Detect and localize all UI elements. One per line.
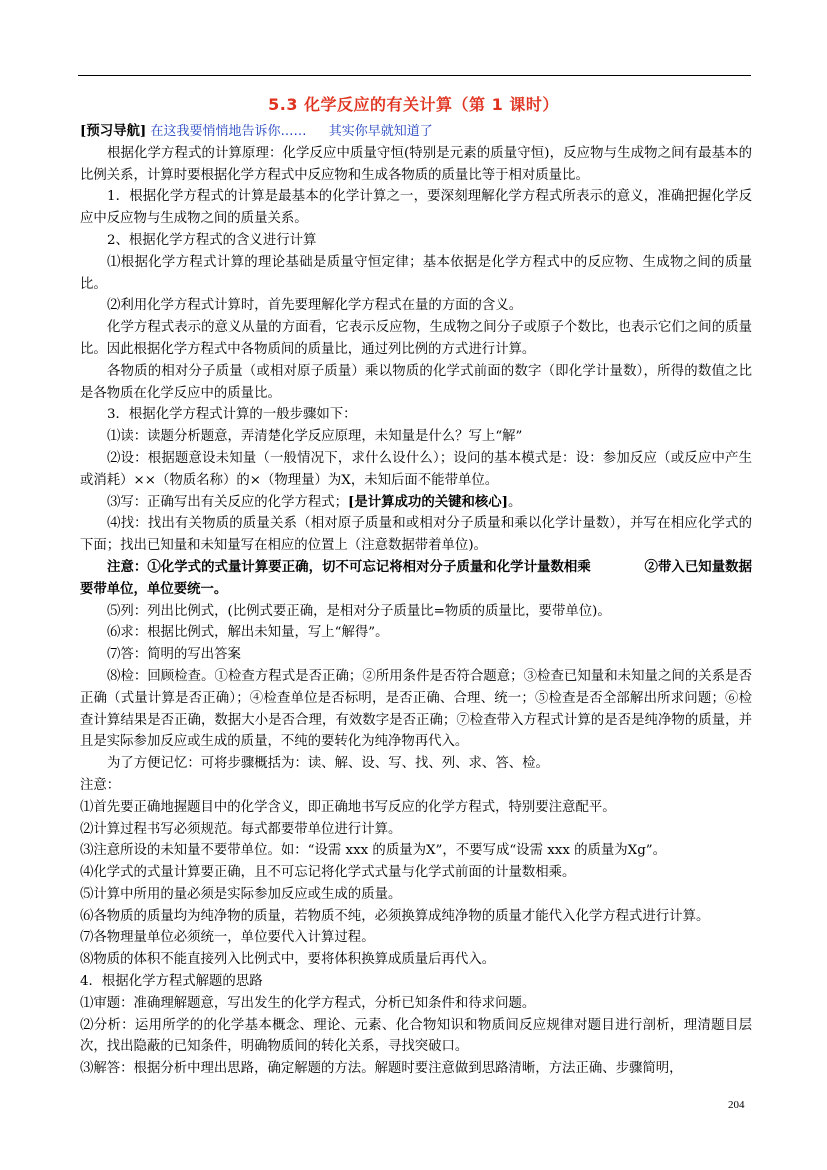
section-4-item-2: ⑵分析：运用所学的的化学基本概念、理论、元素、化合物知识和物质间反应规律对题目进行剖析，理清题目层次，找出隐蔽的已知条件，明确物质间的转化关系，寻找突破口。 [80, 1017, 752, 1055]
note-item: ⑻物质的体积不能直接列入比例式中，要将体积换算成质量后再代入。 [80, 952, 496, 968]
step-set: ⑵设：根据题意设未知量（一般情况下，求什么设什么）；设问的基本模式是：设：参加反应（或反应中产生或消耗）××（物质名称）的×（物理量）为Χ，未知后面不能带单位。 [80, 450, 752, 488]
page-title: 5.3 化学反应的有关计算（第 1 课时） [268, 95, 559, 114]
note-item: ⑺各物理量单位必须统一，单位要代入计算过程。 [80, 930, 375, 946]
note-item: ⑵计算过程书写必须规范。每式都要带单位进行计算。 [80, 821, 402, 837]
section-3-heading: 3．根据化学方程式计算的一般步骤如下： [107, 407, 357, 423]
note-item: ⑷化学式的式量计算要正确，且不可忘记将化学式式量与化学式前面的计量数相乘。 [80, 865, 576, 881]
section-4-item-3: ⑶解答：根据分析中理出思路，确定解题的方法。解题时要注意做到思路清晰，方法正确、步骤简明， [80, 1061, 683, 1077]
step-solve: ⑹求：根据比例式，解出未知量，写上“解得”。 [107, 625, 389, 641]
step-note: 注意：①化学式的式量计算要正确，切不可忘记将相对分子质量和化学计量数相乘 ②带入已知量数据要带单位，单位要统一。 [80, 558, 752, 597]
note-item: ⑴首先要正确地握题目中的化学含义，即正确地书写反应的化学方程式，特别要注意配平。 [80, 799, 616, 815]
step-list: ⑸列：列出比例式，(比例式要正确，是相对分子质量比=物质的质量比，要带单位)。 [107, 603, 611, 619]
note-item: ⑹各物质的质量均为纯净物的质量，若物质不纯，必须换算成纯净物的质量才能代入化学方程式进行计算。 [80, 908, 710, 924]
memo-paragraph: 为了方便记忆：可将步骤概括为：读、解、设、写、找、列、求、答、检。 [107, 756, 549, 772]
section-1: 1．根据化学方程式的计算是最基本的化学计算之一，要深刻理解化学方程式所表示的意义，准确把握化学反应中反应物与生成物之间的质量关系。 [80, 189, 752, 227]
section-2-paragraph-4: 各物质的相对分子质量（或相对原子质量）乘以物质的化学式前面的数字（即化学计量数），所得的数值之比是各物质在化学反应中的质量比。 [80, 363, 752, 401]
preview-nav [80, 121, 752, 143]
section-4-heading: 4．根据化学方程式解题的思路 [80, 974, 263, 990]
nav-label: [预习导航] [80, 123, 147, 139]
step-answer: ⑺答：简明的写出答案 [107, 647, 241, 663]
step-write-end: 。 [508, 494, 522, 510]
note-item: ⑶注意所设的未知量不要带单位。如：“设需 xxx 的质量为Χ”，不要写成“设需 xxx 的质量为Χg”。 [80, 843, 667, 859]
page-number: 204 [728, 1099, 745, 1111]
step-write-key: [是计算成功的关键和核心] [348, 493, 508, 510]
document-body [80, 121, 752, 1080]
step-write [80, 492, 752, 514]
note-item: ⑸计算中所用的量必须是实际参加反应或生成的质量。 [80, 886, 402, 902]
notes-title: 注意： [80, 777, 121, 793]
section-2-heading: 2、根据化学方程式的含义进行计算 [107, 232, 317, 248]
section-4-item-1: ⑴审题：准确理解题意，写出发生的化学方程式，分析已知条件和待求问题。 [80, 995, 536, 1011]
nav-text-1: 在这我要悄悄地告诉你…… [150, 124, 307, 139]
nav-text-2: 其实你早就知道了 [328, 124, 433, 139]
step-find: ⑷找：找出有关物质的质量关系（相对原子质量和或相对分子质量和乘以化学计量数），并写在相应化学式的下面；找出已知量和未知量写在相应的位置上（注意数据带着单位)。 [80, 516, 752, 554]
section-2-item-2: ⑵利用化学方程式计算时，首先要理解化学方程式在量的方面的含义。 [107, 298, 523, 314]
section-2-paragraph-3: 化学方程式表示的意义从量的方面看，它表示反应物，生成物之间分子或原子个数比，也表示它们之间的质量比。因此根据化学方程式中各物质间的质量比，通过列比例的方式进行计算。 [80, 320, 752, 357]
step-write-text: ⑶写：正确写出有关反应的化学方程式； [107, 494, 349, 510]
intro-paragraph: 根据化学方程式的计算原理：化学反应中质量守恒(特别是元素的质量守恒)，反应物与生成物之间有最基本的比例关系，计算时要根据化学方程式中反应物和生成各物质的质量比等于相对质量比。 [80, 145, 752, 183]
section-2-item-1: ⑴根据化学方程式计算的理论基础是质量守恒定律；基本依据是化学方程式中的反应物、生成物之间的质量比。 [80, 254, 752, 292]
header-rule [78, 75, 751, 76]
step-check: ⑻检：回顾检查。①检查方程式是否正确；②所用条件是否符合题意；③检查已知量和未知量之间的关系是否正确（式量计算是否正确）；④检查单位是否标明，是否正确、合理、统一；⑤检查是否全部解出所求问题；⑥检查计算结果是否正确，数据大小是否合理，有效数字是否正确；⑦检查带入方程式计算的是否是纯净物的质量，并且是实际参加反应或生成的质量，不纯的要转化为纯净物再代入。 [80, 668, 752, 750]
step-read: ⑴读：读题分析题意，弄清楚化学反应原理，未知量是什么？写上“解” [107, 429, 523, 445]
